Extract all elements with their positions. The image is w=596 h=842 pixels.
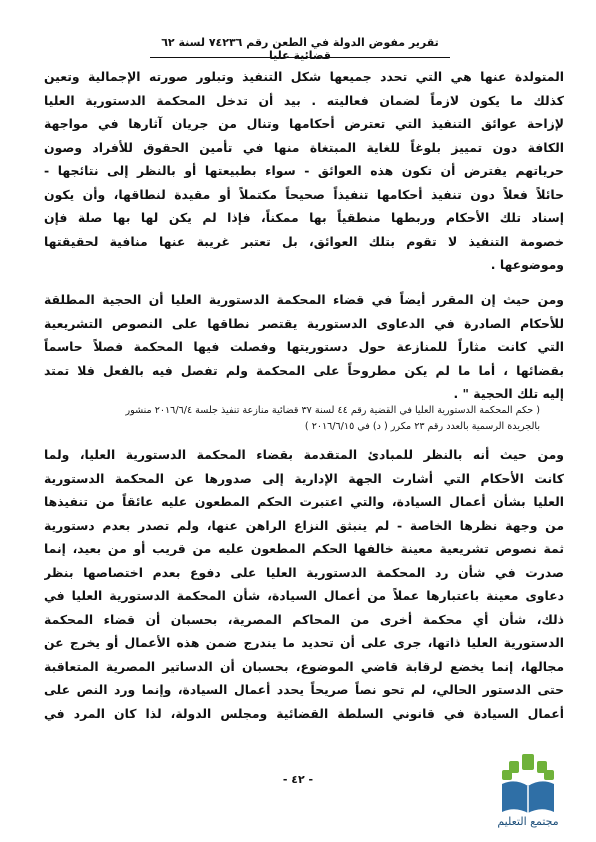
text-line: للأحكام الصادرة في الدعاوى الدستورية يقتصر نطاقها على النصوص التشريعية	[44, 315, 564, 331]
paragraph-1	[44, 65, 564, 277]
text-line: كذلك ما يكون لازماً لضمان فعاليته . بيد أن تدخل المحكمة الدستورية العليا	[44, 92, 564, 108]
text-line: حائلاً فعلاً دون تنفيذ أحكامها تنفيذاً صحيحاً مكتملاً أو مقيدة لنطاقها، وأن يكون	[44, 186, 564, 202]
text-line: خصومة التنفيذ لا تقوم بتلك العوائق، بل تعتبر غريبة عنها منافية لحقيقتها	[44, 233, 564, 249]
text-line: حتى الدستور الحالي، لم تحو نصاً صريحاً يحدد أعمال السيادة، وإنما ورد النص على	[44, 682, 564, 697]
page-number: - ٤٢ -	[282, 773, 314, 786]
header-divider	[150, 57, 450, 58]
text-line: الدستورية العليا ذاتها، جرى على أن تحديد ما يندرج ضمن هذه الأعمال أو يخرج عن	[44, 635, 564, 650]
text-line: العليا بشأن أعمال السيادة، والتي اعتبرت الحكم المطعون عليه عائقاً من تنفيذها	[44, 494, 564, 509]
court-ruling-citation	[70, 403, 540, 435]
text-line: ومن حيث أنه بالنظر للمبادئ المتقدمة بقضاء المحكمة الدستورية العليا، ولما	[44, 447, 564, 462]
book-logo-icon	[500, 752, 556, 814]
report-header-title: تقرير مفوض الدولة في الطعن رقم ٧٤٢٣٦ لسنة ٦٢ قضائية عليا	[161, 36, 439, 62]
paragraph-3	[44, 443, 564, 725]
text-line: مجالها، إنما يخضع لرقابة قاضي الموضوع، بحسبان أن الدساتير المصرية المتعاقبة	[44, 658, 564, 674]
text-line: بقضائها ، أما ما لم يكن مطروحاً على المحكمة ولم تفصل فيه بالفعل فلا تمتد	[44, 362, 564, 378]
logo-text: مجتمع التعليم	[497, 815, 559, 828]
text-line: ذلك، شأن أي محكمة أخرى من المحاكم المصرية، بحسبان أن قضاء المحكمة	[44, 611, 564, 627]
text-line: لإزاحة عوائق التنفيذ التي تعترض أحكامها وتنال من جريان آثارها في مواجهة	[44, 116, 564, 131]
text-line: صدرت في شأن رد المحكمة الدستورية العليا على دفوع بعدم اختصاصها بنظر	[44, 564, 564, 580]
text-line: من وجهة نظرها الخاصة - لم ينبثق النزاع الراهن عنها، ولم تصدر بعدم دستورية	[44, 517, 564, 533]
text-line: إليه تلك الحجية " .	[453, 386, 564, 401]
text-line: أعمال السيادة في قانوني السلطة القضائية ومجلس الدولة، لذا كان المرد في	[44, 705, 564, 721]
text-line: وموضوعها .	[490, 257, 564, 272]
text-line: المتولدة عنها هي التي تحدد جميعها شكل التنفيذ وتبلور صورته الإجمالية وتعين	[44, 69, 564, 84]
citation-line: بالجريدة الرسمية بالعدد رقم ٢٣ مكرر ( د) في ٢٠١٦/٦/١٥ )	[304, 421, 540, 432]
text-line: التي كانت مثاراً للمنازعة حول دستوريتها وفصلت فيها المحكمة فصلاً حاسماً	[44, 339, 564, 354]
text-line: حرياتهم يفترض أن تكون هذه العوائق - سواء بطبيعتها أو بالنظر إلى نتائجها -	[44, 163, 564, 178]
site-logo	[478, 752, 578, 836]
text-line: ومن حيث إن المقرر أيضاً في قضاء المحكمة الدستورية العليا أن الحجية المطلقة	[44, 292, 564, 307]
text-line: كانت الأحكام التي أشارت الجهة الإدارية إلى صدورها عن المحكمة الدستورية	[44, 470, 564, 486]
paragraph-2	[44, 288, 564, 406]
text-line: دعاوى معينة باعتبارها عملاً من أعمال السيادة، شأن المحكمة الدستورية العليا في	[44, 588, 564, 603]
citation-line: ( حكم المحكمة الدستورية العليا في القضية رقم ٤٤ لسنة ٣٧ قضائية منازعة تنفيذ جلسة ٢٠١٦/٦/٤ منشور	[125, 405, 540, 416]
text-line: إسناد تلك الأحكام وربطها منطقياً بها ممكناً، فإذا لم يكن لها بها صلة فإن	[44, 210, 564, 225]
text-line: ثمة نصوص تشريعية معينة خالفها الحكم المطعون عليه من قريب أو من بعيد، إنما	[44, 541, 564, 556]
text-line: الكافة دون تمييز بلوغاً للغاية المبتغاة منها في تأمين الحقوق للأفراد وصون	[44, 139, 564, 155]
